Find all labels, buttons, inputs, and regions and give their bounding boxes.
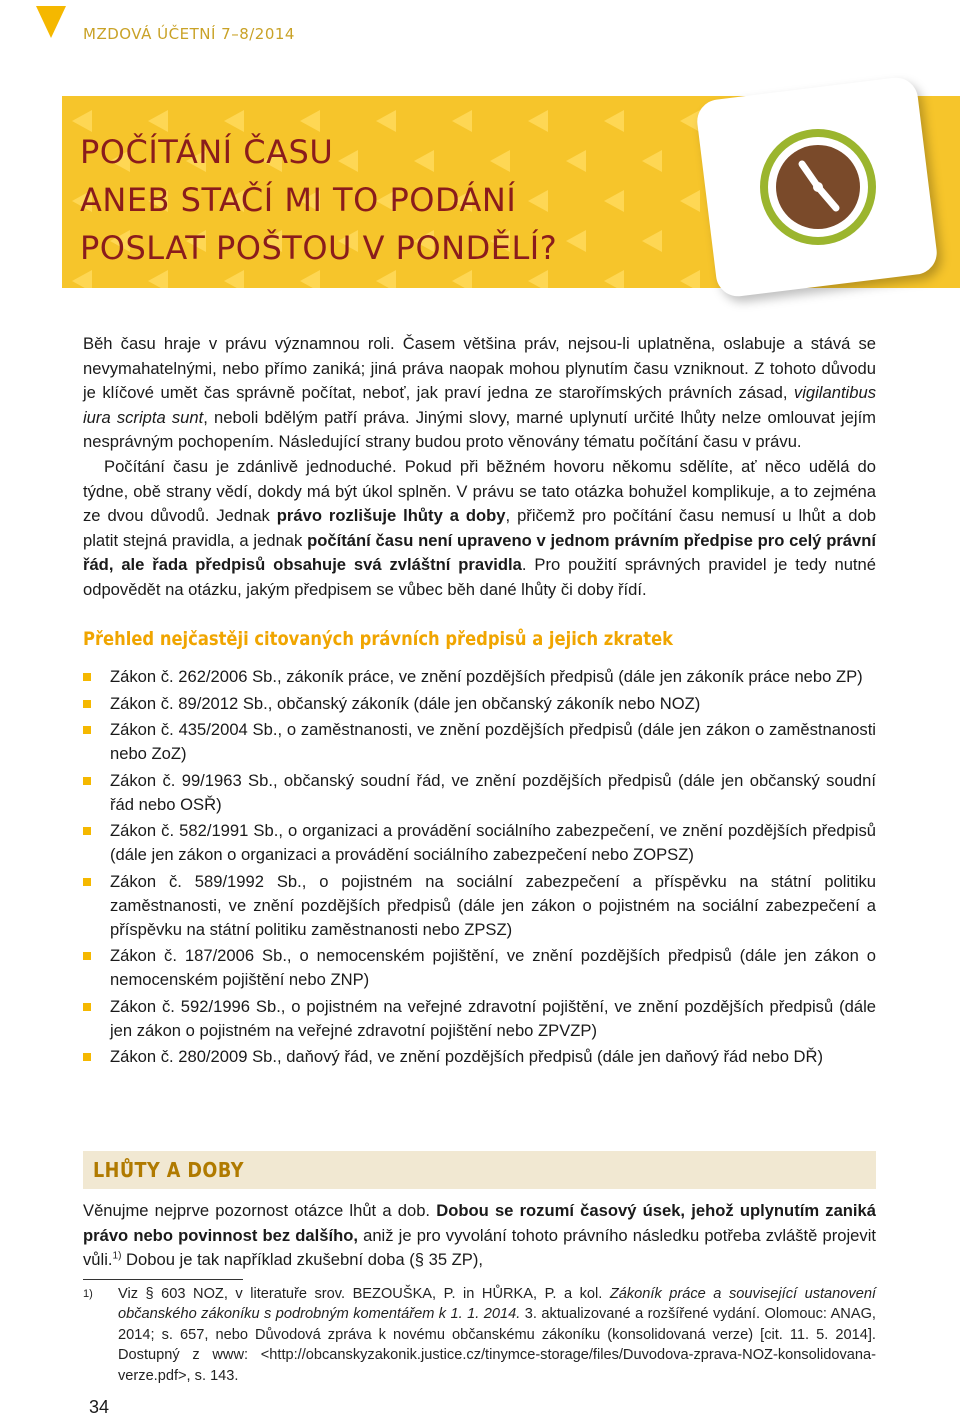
laws-section-title: Přehled nejčastěji citovaných právních předpisů a jejich zkratek — [83, 627, 674, 650]
list-item — [83, 1045, 876, 1069]
list-item-text: Zákon č. 89/2012 Sb., občanský zákoník (dále jen občanský zákoník nebo NOZ) — [110, 693, 701, 713]
pattern-arrow — [72, 270, 92, 288]
section-heading: LHŮTY A DOBY — [93, 1158, 244, 1182]
bullet-square-icon — [83, 1053, 91, 1061]
bullet-square-icon — [83, 827, 91, 835]
running-title: MZDOVÁ ÚČETNÍ 7–8/2014 — [83, 25, 295, 43]
pattern-arrow — [452, 270, 472, 288]
list-item — [83, 870, 876, 942]
pattern-arrow — [566, 150, 586, 172]
pattern-arrow — [566, 230, 586, 252]
text-run: aniž je pro vyvolání tohoto právního následku potřeba zvláště projevit vůli. — [83, 1225, 876, 1269]
bullet-square-icon — [83, 726, 91, 734]
pattern-arrow — [680, 190, 700, 212]
list-item-text: Zákon č. 582/1991 Sb., o organizaci a provádění sociálního zabezpečení, ve znění pozdějších předpisů (dále jen zákon o organizaci a provádění sociálního zabezpečení nebo ZOPSZ) — [110, 821, 876, 865]
page-number: 34 — [89, 1397, 110, 1417]
pattern-arrow — [680, 270, 700, 288]
section-paragraph — [83, 1199, 876, 1273]
bullet-square-icon — [83, 952, 91, 960]
list-item-text: Zákon č. 99/1963 Sb., občanský soudní řád, ve znění pozdějších předpisů (dále jen občanský soudní řád nebo OSŘ) — [110, 770, 876, 814]
bullet-square-icon — [83, 878, 91, 886]
list-item-text: Zákon č. 589/1992 Sb., o pojistném na sociální zabezpečení a příspěvku na státní politiku zaměstnanosti, ve znění pozdějších předpisů (dále jen zákon o pojistném na sociální zabezpečení a příspěvku na státní politiku zaměstnanosti nebo ZPSZ) — [110, 871, 876, 939]
list-item-text: Zákon č. 187/2006 Sb., o nemocenském pojištění, ve znění pozdějších předpisů (dále jen zákon o nemocenském pojištění nebo ZNP) — [110, 946, 876, 990]
main-content — [83, 332, 876, 1072]
footnote-reference[interactable]: 1) — [112, 1250, 122, 1262]
text-run: , přičemž pro počítání času nemusí u lhůt a dob platit stejná pravidla, a jednak — [83, 506, 876, 550]
footnote — [83, 1284, 876, 1386]
text-run: . Pro použití správných pravidel je tedy nutné odpovědět na otázku, jakým předpisem se vůbec běh dané lhůty či doby řídí. — [83, 555, 876, 599]
title-line-1: POČÍTÁNÍ ČASU — [80, 133, 334, 171]
text-run: Běh času hraje v právu významnou roli. Časem většina práv, nejsou-li uplatněna, oslabuje a stává se nevymahatelnými, nebo přímo zaniká; jiná práva naopak mohou plynutím času vzniknout. Z tohoto důvodu je klíčové umět čas správně počítat, neboť, jak praví jedna ze starořímských právních zásad, — [83, 334, 876, 403]
pattern-arrow — [642, 150, 662, 172]
pattern-arrow — [376, 270, 396, 288]
list-item — [83, 665, 876, 689]
text-run: Počítání času je zdánlivě jednoduché. Pokud při běžném hovoru někomu sdělíte, ať něco udělá do týdne, obě strany vědí, dokdy má být úkol splněn. V právu se tato otázka bohužel komplikuje, a to zejména ze dvou důvodů. Jednak — [83, 456, 876, 526]
title-line-2: ANEB STAČÍ MI TO PODÁNÍ — [80, 181, 517, 219]
pattern-arrow — [300, 270, 320, 288]
text-run: , neboli bdělým patří práva. Jinými slovy, marné uplynutí určité lhůty nelze omlouvat jejím nesprávným pochopením. Následující strany budou proto věnovány tématu počítání času v právu. — [83, 407, 876, 452]
list-item — [83, 692, 876, 716]
emphasis: počítání času není upraveno v jednom právním předpise pro celý právní řád, ale řada předpisů obsahuje svá zvláštní pravidla — [83, 530, 877, 575]
footnote-text — [118, 1284, 876, 1386]
pattern-arrow — [224, 270, 244, 288]
list-item — [83, 995, 876, 1043]
intro-paragraph-1 — [83, 332, 876, 455]
bullet-square-icon — [83, 777, 91, 785]
pattern-arrow — [528, 270, 548, 288]
title-line-3: POSLAT POŠTOU V PONDĚLÍ? — [80, 229, 558, 267]
triangle-marker-icon — [36, 6, 66, 38]
list-item-text: Zákon č. 592/1996 Sb., o pojistném na veřejné zdravotní pojištění, ve znění pozdějších předpisů (dále jen zákon o pojistném na veřejné zdravotní pojištění nebo ZPVZP) — [110, 996, 876, 1040]
bullet-square-icon — [83, 1003, 91, 1011]
list-item — [83, 944, 876, 992]
pattern-arrow — [148, 270, 168, 288]
pattern-arrow — [604, 190, 624, 212]
pattern-arrow — [604, 110, 624, 132]
clock-icon — [740, 112, 900, 262]
latin-maxim: vigilantibus iura scripta sunt — [83, 383, 876, 427]
pattern-arrow — [604, 270, 624, 288]
intro-paragraph-2 — [83, 455, 876, 603]
book-title: Zákoník práce a související ustanovení občanského zákoníku s podrobným komentářem k 1. 1. 2014. — [118, 1286, 876, 1323]
footnote-mark: 1) — [83, 1288, 93, 1300]
footnote-rule — [83, 1279, 243, 1280]
text-run: Věnujme nejprve pozornost otázce lhůt a dob. — [83, 1201, 437, 1220]
pattern-arrow — [642, 230, 662, 252]
text-run: Viz § 603 NOZ, v literatuře srov. BEZOUŠKA, P. in HŮRKA, P. a kol. — [118, 1286, 610, 1302]
list-item-text: Zákon č. 280/2009 Sb., daňový řád, ve znění pozdějších předpisů (dále jen daňový řád nebo DŘ) — [110, 1047, 824, 1067]
text-run: 3. aktualizované a rozšířené vydání. Olomouc: ANAG, 2014; s. 657, nebo Důvodová zpráva k novému občanskému zákoníku (konsolidovaná verze) [cit. 11. 5. 2014]. Dostupný z www: <http://obcanskyzakonik.justice.cz/tinymce-storage/files/Duvodova-zprava-NOZ-konsolidovana-verze.pdf>, s. 143. — [118, 1306, 876, 1384]
text-run: Dobou je tak například zkušební doba (§ 35 ZP), — [121, 1250, 484, 1269]
running-head — [0, 0, 960, 60]
article-title — [80, 128, 557, 272]
section-heading-bar — [83, 1151, 876, 1189]
bullet-square-icon — [83, 700, 91, 708]
list-item-text: Zákon č. 435/2004 Sb., o zaměstnanosti, ve znění pozdějších předpisů (dále jen zákon o zaměstnanosti nebo ZoZ) — [110, 720, 876, 764]
emphasis: Dobou se rozumí časový úsek, jehož uplynutím zaniká právo nebo povinnost bez dalšího, — [83, 1201, 876, 1245]
emphasis: právo rozlišuje lhůty a doby — [276, 506, 506, 526]
list-item — [83, 769, 876, 817]
list-item-text: Zákon č. 262/2006 Sb., zákoník práce, ve znění pozdějších předpisů (dále jen zákoník práce nebo ZP) — [110, 667, 863, 687]
list-item — [83, 718, 876, 766]
list-item — [83, 819, 876, 867]
laws-list — [83, 665, 876, 1069]
bullet-square-icon — [83, 673, 91, 681]
